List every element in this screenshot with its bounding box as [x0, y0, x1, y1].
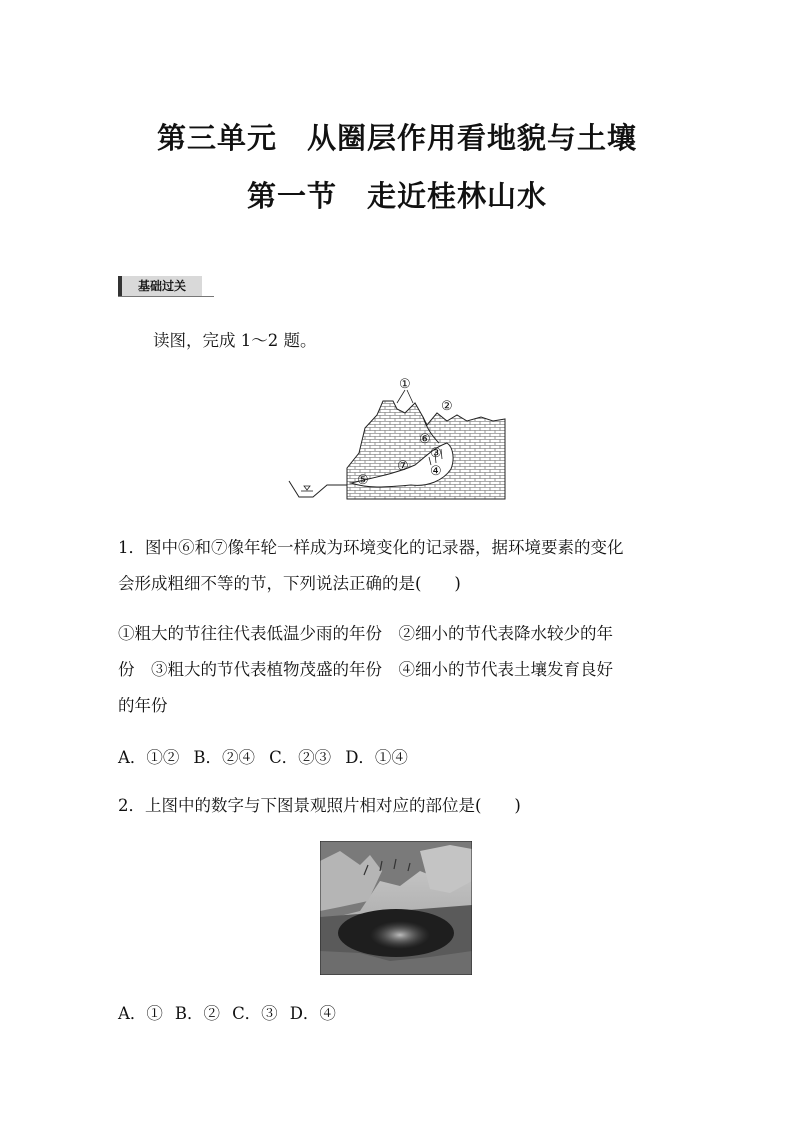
question-2-option-c[interactable]: C．③ [232, 1004, 278, 1023]
unit-title-part2: 从圈层作用看地貌与土壤 [307, 121, 638, 155]
diagram-label-1: ① [399, 377, 411, 392]
water-level-icon [304, 486, 310, 490]
section-title [0, 174, 794, 215]
section-title-part2: 走近桂林山水 [367, 179, 548, 213]
unit-title-part1: 第三单元 [156, 121, 277, 155]
diagram-label-4: ④ [430, 464, 442, 479]
question-1-option-c[interactable]: C．②③ [269, 748, 332, 767]
diagram-label-2: ② [441, 399, 453, 414]
question-1-statements-line-2: 份 ③粗大的节代表植物茂盛的年份 ④细小的节代表土壤发育良好 [118, 660, 613, 679]
question-1-statements-line-3: 的年份 [118, 696, 168, 715]
question-1-option-d[interactable]: D．①④ [345, 748, 408, 767]
section-title-part1: 第一节 [246, 179, 337, 213]
question-1-option-a[interactable]: A．①② [118, 748, 180, 767]
badge-underline [118, 296, 214, 297]
intro-text: 读图，完成 1～2 题。 [153, 331, 317, 350]
section-badge: 基础过关 [118, 276, 202, 296]
karst-diagram [287, 373, 509, 511]
question-1-statements-line-1: ①粗大的节往往代表低温少雨的年份 ②细小的节代表降水较少的年 [118, 624, 613, 643]
question-2-option-b[interactable]: B．② [174, 1004, 221, 1023]
question-2-options [118, 996, 348, 1032]
unit-title [0, 116, 794, 157]
question-2-option-d[interactable]: D．④ [289, 1004, 336, 1023]
diagram-label-5: ⑤ [357, 473, 369, 488]
diagram-label-7: ⑦ [397, 459, 409, 474]
question-1-stem-line-1: 1．图中⑥和⑦像年轮一样成为环境变化的记录器，据环境要素的变化 [118, 538, 624, 557]
diagram-label-3: ③ [430, 446, 442, 461]
valley-ground [289, 481, 347, 497]
question-1-stem-line-2: 会形成粗细不等的节，下列说法正确的是( ) [118, 574, 461, 593]
diagram-label-6: ⑥ [419, 432, 431, 447]
question-1-option-b[interactable]: B．②④ [193, 748, 256, 767]
question-2-option-a[interactable]: A．① [118, 1004, 163, 1023]
question-2-stem: 2．上图中的数字与下图景观照片相对应的部位是( ) [118, 796, 521, 815]
question-1-options [118, 740, 422, 776]
landscape-photo [320, 841, 472, 975]
